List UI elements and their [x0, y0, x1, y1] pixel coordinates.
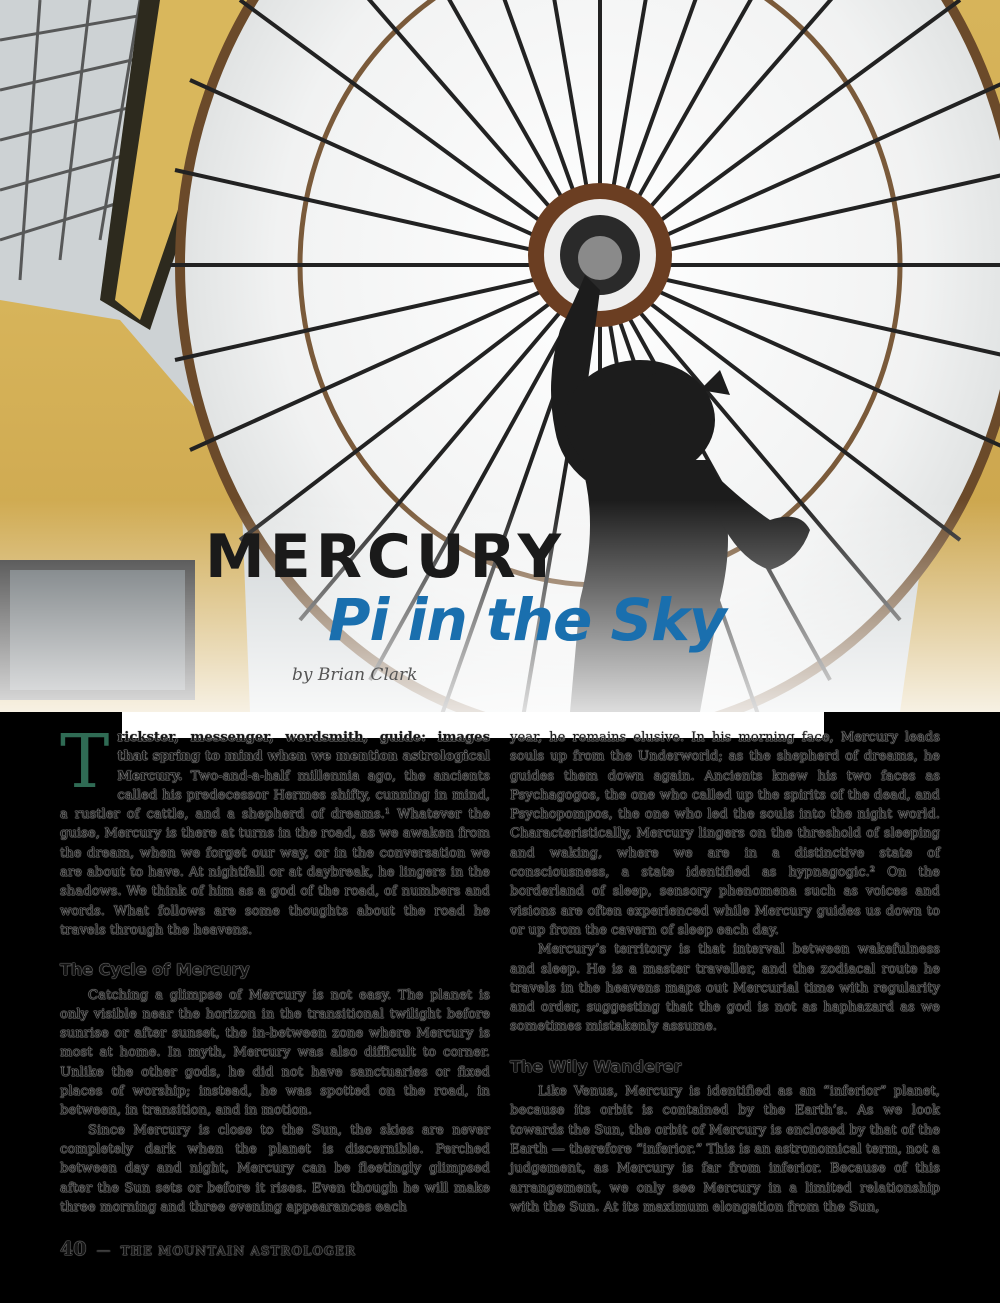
- intro-paragraph: [60, 719, 490, 940]
- body-paragraph: year, he remains elusive. In his morning face, Mercury leads souls up from the Underworld; as the shepherd of dreams, he guides them down again. Ancients knew his two faces as Psychagogos, the one who called up the spirits of the dead, and Psychopompos, the one who led the souls into the night world. Characteristically, Mercury lingers on the threshold of sleeping and waking, where we are in a distinctive state of consciousness, a state identified as hypnagogic.² On the borderland of sleep, sensory phenomena such as voices and visions are often experienced while Mercury guides us down to or up from the cavern of sleep each day.: [510, 730, 940, 938]
- byline: by Brian Clark: [292, 665, 418, 685]
- intro-body-text: Two-and-a-half millennia ago, the ancients called his predecessor Hermes shifty, cunning in mind, a rustler of cattle, and a shepherd of dreams.¹ Whatever the guise, Mercury is there at turns in the road, as we awaken from the dream, when we forget our way, or in the conversation we are about to have. At nightfall or at daybreak, he lingers in the shadows. We think of him as a god of the road, of numbers and words. What follows are some thoughts about the road he travels through the heavens.: [60, 768, 490, 938]
- page-number: 40: [60, 1238, 87, 1260]
- article-subtitle: Pi in the Sky: [328, 586, 726, 654]
- right-column: [510, 728, 940, 1217]
- lead-in-text: rickster, messenger, wordsmith, guide: images that spring to mind when we mention astrological Mercury.: [117, 730, 490, 784]
- body-paragraph: Mercury’s territory is that interval between wakefulness and sleep. He is a master traveller, and the zodiacal route he travels in the heavens maps out Mercurial time with regularity and order, suggesting that the god is not as haphazard as we sometimes mistakenly assume.: [510, 942, 940, 1035]
- body-paragraph: Catching a glimpse of Mercury is not easy. The planet is only visible near the horizon in the transitional twilight before sunrise or after sunset, the in-between zone where Mercury is most at home. In myth, Mercury was also difficult to corner. Unlike the other gods, he did not have sanctuaries or fixed places of worship; instead, he was spotted on the road, in between, in transition, and in motion.: [60, 987, 490, 1119]
- left-column: [60, 719, 490, 1217]
- body-paragraph: Like Venus, Mercury is identified as an “inferior” planet, because its orbit is contained by the Earth’s. As we look towards the Sun, the orbit of Mercury is enclosed by that of the Earth — therefore “inferior.” This is an astronomical term, not a judgement, as Mercury is far from inferior. Because of this arrangement, we only see Mercury in a limited relationship with the Sun. At its maximum elongation from the Sun,: [510, 1084, 940, 1215]
- drop-cap: T: [60, 719, 110, 805]
- section-heading-wanderer: The Wily Wanderer: [510, 1056, 682, 1076]
- footer-dash: —: [96, 1243, 111, 1259]
- body-paragraph: Since Mercury is close to the Sun, the skies are never completely dark when the planet is discernible. Perched between day and night, Mercury can be fleetingly glimpsed after the Sun sets or before it rises. Even though he will make three morning and three evening appearances each: [60, 1122, 490, 1215]
- section-heading-cycle: The Cycle of Mercury: [60, 960, 250, 980]
- page-footer: [60, 1238, 356, 1260]
- article-title: MERCURY: [205, 522, 567, 592]
- magazine-name: THE MOUNTAIN ASTROLOGER: [120, 1244, 357, 1258]
